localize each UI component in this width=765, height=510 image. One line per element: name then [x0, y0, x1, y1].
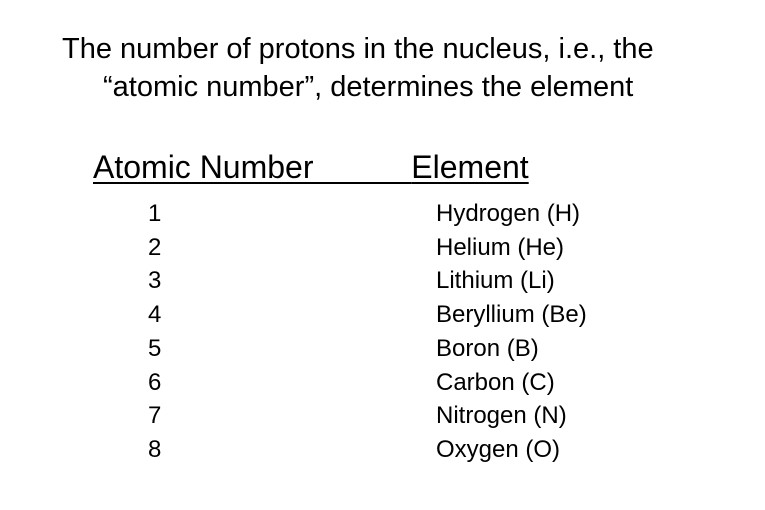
header-element: Element [411, 149, 529, 185]
atomic-number-cell: 4 [148, 301, 162, 329]
element-cell: Nitrogen (N) [436, 402, 567, 430]
atomic-number-cell: 8 [148, 435, 162, 463]
header-atomic-number: Atomic Number [93, 149, 314, 185]
atomic-number-cell: 7 [148, 402, 162, 430]
element-column [436, 197, 736, 467]
atomic-number-cell: 5 [148, 334, 162, 362]
element-cell: Carbon (C) [436, 368, 555, 396]
slide-title-line-1: The number of protons in the nucleus, i.e., the [62, 33, 654, 65]
slide-title-line-2: “atomic number”, determines the element [103, 71, 634, 103]
slide-title [62, 30, 752, 106]
atomic-number-cell: 2 [148, 233, 162, 261]
table-header-row [93, 145, 573, 189]
element-cell: Helium (He) [436, 233, 565, 261]
header-underline-span [93, 145, 529, 189]
header-spacer [314, 149, 412, 185]
atomic-number-column [148, 197, 188, 467]
atomic-number-cell: 3 [148, 267, 162, 295]
element-cell: Beryllium (Be) [436, 301, 587, 329]
atomic-number-cell: 1 [148, 200, 162, 227]
element-cell: Oxygen (O) [436, 435, 561, 463]
element-cell: Lithium (Li) [436, 267, 555, 295]
atomic-number-cell: 6 [148, 368, 162, 396]
element-cell: Boron (B) [436, 334, 539, 362]
element-cell: Hydrogen (H) [436, 200, 581, 227]
